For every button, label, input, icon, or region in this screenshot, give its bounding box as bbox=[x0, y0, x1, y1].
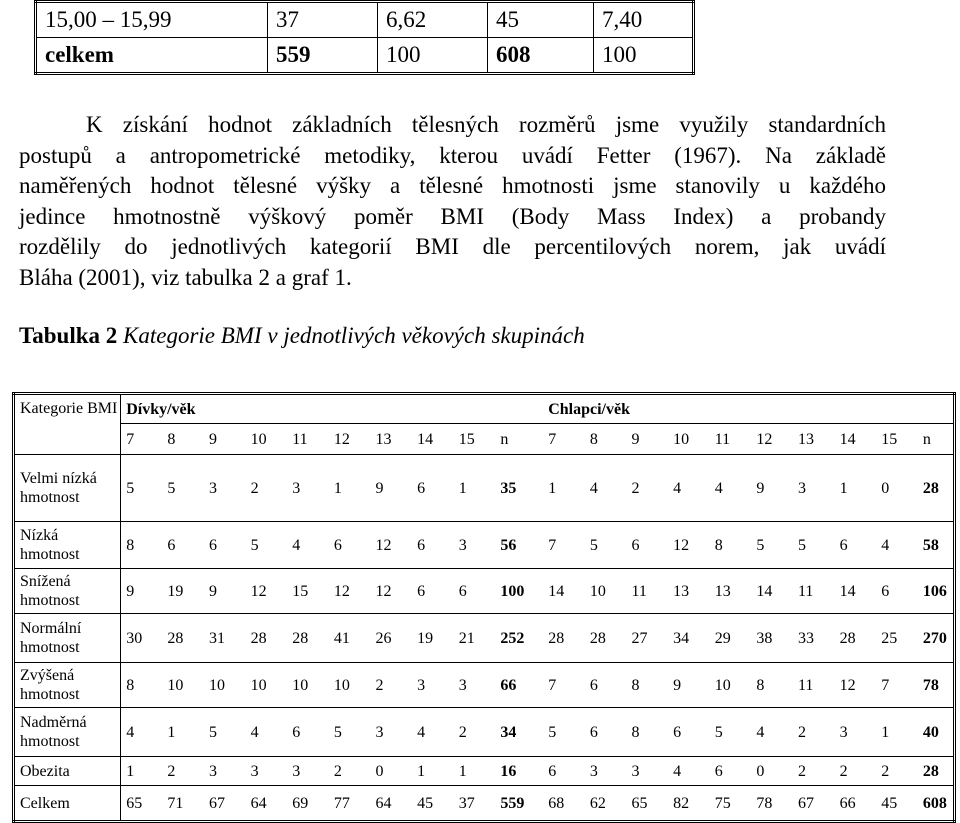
boys-value-cell: 62 bbox=[585, 786, 627, 822]
girls-value-cell: 3 bbox=[287, 455, 329, 522]
girls-value-cell: 71 bbox=[162, 786, 204, 822]
girls-value-cell: 2 bbox=[162, 757, 204, 786]
bmi-data-row bbox=[14, 569, 955, 614]
age-header: 11 bbox=[287, 424, 329, 455]
caption-title: Kategorie BMI v jednotlivých věkových skupinách bbox=[123, 323, 585, 348]
bmi-header-row bbox=[14, 394, 955, 424]
category-label: Nadměrná hmotnost bbox=[14, 708, 121, 757]
boys-value-cell: 7 bbox=[543, 663, 585, 708]
top-table-row bbox=[36, 38, 694, 74]
category-label: Celkem bbox=[14, 786, 121, 822]
boys-value-cell: 29 bbox=[710, 614, 752, 663]
girls-value-cell: 10 bbox=[162, 663, 204, 708]
boys-value-cell: 28 bbox=[918, 757, 955, 786]
girls-value-cell: 6 bbox=[329, 522, 371, 569]
age-header: 8 bbox=[585, 424, 627, 455]
girls-value-cell: 3 bbox=[287, 757, 329, 786]
boys-value-cell: 0 bbox=[751, 757, 793, 786]
boys-value-cell: 5 bbox=[543, 708, 585, 757]
boys-value-cell: 11 bbox=[793, 569, 835, 614]
girls-value-cell: 3 bbox=[454, 522, 496, 569]
boys-value-cell: 45 bbox=[876, 786, 918, 822]
girls-value-cell: 1 bbox=[454, 455, 496, 522]
table-caption bbox=[19, 323, 585, 349]
boys-value-cell: 14 bbox=[751, 569, 793, 614]
boys-value-cell: 38 bbox=[751, 614, 793, 663]
top-table-cell: 7,40 bbox=[594, 2, 694, 38]
caption-lead: Tabulka 2 bbox=[19, 323, 118, 348]
girls-value-cell: 6 bbox=[287, 708, 329, 757]
girls-value-cell: 3 bbox=[370, 708, 412, 757]
boys-value-cell: 28 bbox=[543, 614, 585, 663]
top-table-cell: 559 bbox=[268, 38, 378, 74]
boys-value-cell: 2 bbox=[835, 757, 877, 786]
category-label: Velmi nízká hmotnost bbox=[14, 455, 121, 522]
boys-value-cell: 1 bbox=[835, 455, 877, 522]
boys-value-cell: 12 bbox=[668, 522, 710, 569]
boys-value-cell: 14 bbox=[543, 569, 585, 614]
boys-value-cell: 66 bbox=[835, 786, 877, 822]
boys-value-cell: 3 bbox=[585, 757, 627, 786]
age-header: 7 bbox=[543, 424, 585, 455]
boys-value-cell: 9 bbox=[668, 663, 710, 708]
girls-value-cell: 26 bbox=[370, 614, 412, 663]
girls-value-cell: 37 bbox=[454, 786, 496, 822]
age-header: 8 bbox=[162, 424, 204, 455]
girls-value-cell: 3 bbox=[454, 663, 496, 708]
girls-value-cell: 2 bbox=[329, 757, 371, 786]
boys-value-cell: 5 bbox=[710, 708, 752, 757]
boys-value-cell: 34 bbox=[668, 614, 710, 663]
boys-value-cell: 67 bbox=[793, 786, 835, 822]
girls-value-cell: 28 bbox=[287, 614, 329, 663]
category-label: Normální hmotnost bbox=[14, 614, 121, 663]
bmi-data-row bbox=[14, 522, 955, 569]
boys-value-cell: 28 bbox=[835, 614, 877, 663]
girls-value-cell: 16 bbox=[495, 757, 543, 786]
boys-value-cell: 106 bbox=[918, 569, 955, 614]
girls-value-cell: 28 bbox=[246, 614, 288, 663]
age-header: 15 bbox=[876, 424, 918, 455]
girls-value-cell: 34 bbox=[495, 708, 543, 757]
body-paragraph bbox=[19, 110, 886, 293]
boys-value-cell: 6 bbox=[668, 708, 710, 757]
girls-value-cell: 9 bbox=[121, 569, 163, 614]
top-table-row bbox=[36, 2, 694, 38]
boys-value-cell: 3 bbox=[626, 757, 668, 786]
top-table-cell: 15,00 – 15,99 bbox=[36, 2, 268, 38]
girls-value-cell: 3 bbox=[412, 663, 454, 708]
top-table-fragment bbox=[34, 0, 695, 75]
boys-value-cell: 4 bbox=[751, 708, 793, 757]
girls-value-cell: 64 bbox=[370, 786, 412, 822]
boys-value-cell: 28 bbox=[918, 455, 955, 522]
top-table-cell: 45 bbox=[488, 2, 594, 38]
category-label: Zvýšená hmotnost bbox=[14, 663, 121, 708]
bmi-data-row bbox=[14, 614, 955, 663]
girls-value-cell: 9 bbox=[204, 569, 246, 614]
boys-value-cell: 6 bbox=[876, 569, 918, 614]
girls-value-cell: 10 bbox=[287, 663, 329, 708]
girls-value-cell: 2 bbox=[246, 455, 288, 522]
girls-value-cell: 65 bbox=[121, 786, 163, 822]
bmi-table bbox=[12, 392, 956, 823]
boys-value-cell: 5 bbox=[585, 522, 627, 569]
paragraph-line: rozdělily do jednotlivých kategorií BMI dle percentilových norem, jak uvádí bbox=[19, 234, 886, 259]
boys-value-cell: 2 bbox=[876, 757, 918, 786]
age-header: 14 bbox=[412, 424, 454, 455]
girls-value-cell: 15 bbox=[287, 569, 329, 614]
age-header: 11 bbox=[710, 424, 752, 455]
boys-value-cell: 58 bbox=[918, 522, 955, 569]
boys-value-cell: 0 bbox=[876, 455, 918, 522]
girls-value-cell: 4 bbox=[121, 708, 163, 757]
boys-value-cell: 68 bbox=[543, 786, 585, 822]
girls-value-cell: 6 bbox=[204, 522, 246, 569]
boys-value-cell: 4 bbox=[876, 522, 918, 569]
boys-value-cell: 10 bbox=[585, 569, 627, 614]
boys-value-cell: 2 bbox=[793, 757, 835, 786]
girls-value-cell: 252 bbox=[495, 614, 543, 663]
boys-value-cell: 6 bbox=[710, 757, 752, 786]
age-header: 7 bbox=[121, 424, 163, 455]
girls-value-cell: 28 bbox=[162, 614, 204, 663]
girls-value-cell: 4 bbox=[246, 708, 288, 757]
age-header: n bbox=[918, 424, 955, 455]
boys-value-cell: 33 bbox=[793, 614, 835, 663]
age-header: 10 bbox=[246, 424, 288, 455]
boys-value-cell: 82 bbox=[668, 786, 710, 822]
girls-value-cell: 8 bbox=[121, 663, 163, 708]
girls-value-cell: 21 bbox=[454, 614, 496, 663]
boys-value-cell: 4 bbox=[668, 455, 710, 522]
girls-value-cell: 45 bbox=[412, 786, 454, 822]
boys-value-cell: 40 bbox=[918, 708, 955, 757]
girls-value-cell: 9 bbox=[370, 455, 412, 522]
girls-value-cell: 19 bbox=[412, 614, 454, 663]
girls-value-cell: 559 bbox=[495, 786, 543, 822]
boys-value-cell: 6 bbox=[543, 757, 585, 786]
bmi-data-row bbox=[14, 455, 955, 522]
boys-value-cell: 78 bbox=[918, 663, 955, 708]
boys-value-cell: 4 bbox=[668, 757, 710, 786]
age-header: 10 bbox=[668, 424, 710, 455]
girls-value-cell: 12 bbox=[246, 569, 288, 614]
girls-value-cell: 2 bbox=[454, 708, 496, 757]
top-table-cell: 37 bbox=[268, 2, 378, 38]
boys-value-cell: 11 bbox=[626, 569, 668, 614]
bmi-data-row bbox=[14, 786, 955, 822]
category-header: Kategorie BMI bbox=[14, 394, 121, 455]
category-label: Snížená hmotnost bbox=[14, 569, 121, 614]
boys-value-cell: 9 bbox=[751, 455, 793, 522]
boys-value-cell: 8 bbox=[626, 663, 668, 708]
boys-value-cell: 10 bbox=[710, 663, 752, 708]
boys-value-cell: 25 bbox=[876, 614, 918, 663]
age-header: 13 bbox=[793, 424, 835, 455]
boys-value-cell: 11 bbox=[793, 663, 835, 708]
boys-value-cell: 28 bbox=[585, 614, 627, 663]
girls-value-cell: 4 bbox=[412, 708, 454, 757]
girls-value-cell: 6 bbox=[162, 522, 204, 569]
bmi-table-body bbox=[14, 394, 955, 822]
girls-value-cell: 5 bbox=[246, 522, 288, 569]
girls-value-cell: 12 bbox=[370, 569, 412, 614]
girls-value-cell: 1 bbox=[162, 708, 204, 757]
girls-value-cell: 1 bbox=[412, 757, 454, 786]
boys-value-cell: 7 bbox=[543, 522, 585, 569]
age-header: 12 bbox=[751, 424, 793, 455]
girls-value-cell: 10 bbox=[246, 663, 288, 708]
girls-value-cell: 41 bbox=[329, 614, 371, 663]
boys-value-cell: 6 bbox=[585, 663, 627, 708]
girls-value-cell: 3 bbox=[204, 455, 246, 522]
boys-value-cell: 608 bbox=[918, 786, 955, 822]
age-header: 9 bbox=[204, 424, 246, 455]
girls-value-cell: 6 bbox=[412, 569, 454, 614]
girls-value-cell: 35 bbox=[495, 455, 543, 522]
bmi-age-row bbox=[14, 424, 955, 455]
girls-value-cell: 3 bbox=[204, 757, 246, 786]
age-header: 12 bbox=[329, 424, 371, 455]
girls-value-cell: 30 bbox=[121, 614, 163, 663]
girls-value-cell: 6 bbox=[454, 569, 496, 614]
girls-value-cell: 5 bbox=[204, 708, 246, 757]
boys-value-cell: 5 bbox=[793, 522, 835, 569]
top-table-cell: 608 bbox=[488, 38, 594, 74]
girls-value-cell: 69 bbox=[287, 786, 329, 822]
boys-value-cell: 13 bbox=[668, 569, 710, 614]
boys-value-cell: 3 bbox=[793, 455, 835, 522]
paragraph-line: postupů a antropometrické metodiky, kterou uvádí Fetter (1967). Na základě bbox=[19, 142, 886, 168]
girls-value-cell: 5 bbox=[121, 455, 163, 522]
girls-value-cell: 19 bbox=[162, 569, 204, 614]
girls-value-cell: 64 bbox=[246, 786, 288, 822]
boys-value-cell: 2 bbox=[626, 455, 668, 522]
girls-value-cell: 67 bbox=[204, 786, 246, 822]
girls-value-cell: 6 bbox=[412, 455, 454, 522]
girls-value-cell: 100 bbox=[495, 569, 543, 614]
top-table-cell: 6,62 bbox=[378, 2, 488, 38]
paragraph-line: naměřených hodnot tělesné výšky a tělesné hmotnosti jsme stanovily u každého bbox=[19, 173, 886, 198]
boys-value-cell: 14 bbox=[835, 569, 877, 614]
top-table-cell: 100 bbox=[378, 38, 488, 74]
category-label: Obezita bbox=[14, 757, 121, 786]
girls-value-cell: 6 bbox=[412, 522, 454, 569]
girls-value-cell: 77 bbox=[329, 786, 371, 822]
girls-value-cell: 10 bbox=[329, 663, 371, 708]
age-header: 9 bbox=[626, 424, 668, 455]
boys-value-cell: 4 bbox=[710, 455, 752, 522]
boys-value-cell: 270 bbox=[918, 614, 955, 663]
boys-value-cell: 2 bbox=[793, 708, 835, 757]
paragraph-line: jedince hmotnostně výškový poměr BMI (Body Mass Index) a probandy bbox=[19, 203, 886, 229]
boys-value-cell: 8 bbox=[710, 522, 752, 569]
boys-value-cell: 1 bbox=[543, 455, 585, 522]
girls-value-cell: 31 bbox=[204, 614, 246, 663]
boys-value-cell: 27 bbox=[626, 614, 668, 663]
bmi-data-row bbox=[14, 708, 955, 757]
boys-value-cell: 13 bbox=[710, 569, 752, 614]
girls-value-cell: 8 bbox=[121, 522, 163, 569]
boys-value-cell: 75 bbox=[710, 786, 752, 822]
girls-header: Dívky/věk bbox=[121, 394, 544, 424]
age-header: 15 bbox=[454, 424, 496, 455]
boys-value-cell: 6 bbox=[626, 522, 668, 569]
boys-value-cell: 8 bbox=[626, 708, 668, 757]
girls-value-cell: 5 bbox=[162, 455, 204, 522]
girls-value-cell: 5 bbox=[329, 708, 371, 757]
boys-value-cell: 1 bbox=[876, 708, 918, 757]
boys-value-cell: 6 bbox=[585, 708, 627, 757]
girls-value-cell: 1 bbox=[121, 757, 163, 786]
paragraph-line: K získání hodnot základních tělesných rozměrů jsme využily standardních bbox=[86, 112, 886, 137]
girls-value-cell: 56 bbox=[495, 522, 543, 569]
age-header: 14 bbox=[835, 424, 877, 455]
top-table-cell: 100 bbox=[594, 38, 694, 74]
boys-value-cell: 6 bbox=[835, 522, 877, 569]
boys-value-cell: 65 bbox=[626, 786, 668, 822]
girls-value-cell: 12 bbox=[329, 569, 371, 614]
girls-value-cell: 4 bbox=[287, 522, 329, 569]
girls-value-cell: 12 bbox=[370, 522, 412, 569]
boys-value-cell: 4 bbox=[585, 455, 627, 522]
age-header: n bbox=[495, 424, 543, 455]
girls-value-cell: 3 bbox=[246, 757, 288, 786]
boys-value-cell: 78 bbox=[751, 786, 793, 822]
girls-value-cell: 10 bbox=[204, 663, 246, 708]
girls-value-cell: 66 bbox=[495, 663, 543, 708]
boys-header: Chlapci/věk bbox=[543, 394, 954, 424]
bmi-data-row bbox=[14, 757, 955, 786]
boys-value-cell: 8 bbox=[751, 663, 793, 708]
boys-value-cell: 3 bbox=[835, 708, 877, 757]
boys-value-cell: 5 bbox=[751, 522, 793, 569]
girls-value-cell: 2 bbox=[370, 663, 412, 708]
category-label: Nízká hmotnost bbox=[14, 522, 121, 569]
girls-value-cell: 1 bbox=[454, 757, 496, 786]
bmi-data-row bbox=[14, 663, 955, 708]
top-table-body bbox=[36, 2, 694, 74]
top-table-cell: celkem bbox=[36, 38, 268, 74]
boys-value-cell: 12 bbox=[835, 663, 877, 708]
boys-value-cell: 7 bbox=[876, 663, 918, 708]
girls-value-cell: 0 bbox=[370, 757, 412, 786]
girls-value-cell: 1 bbox=[329, 455, 371, 522]
age-header: 13 bbox=[370, 424, 412, 455]
paragraph-line: Bláha (2001), viz tabulka 2 a graf 1. bbox=[19, 264, 352, 290]
